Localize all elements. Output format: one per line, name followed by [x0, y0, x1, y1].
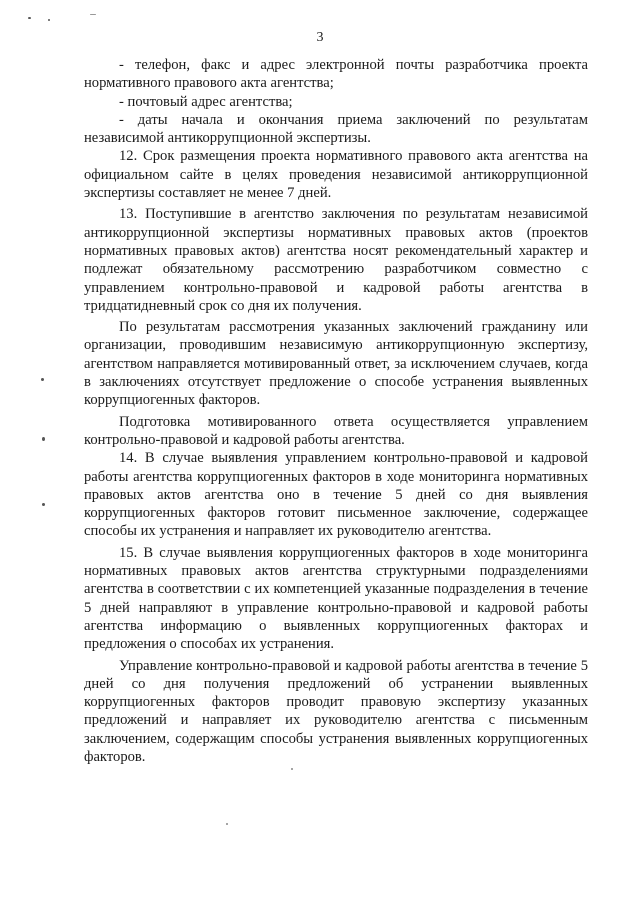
paragraph-legal-review: Управление контрольно-правовой и кадровой работы агентства в течение 5 дней со дня получения предложений об устранении выявленных коррупциогенных факторов проводит правовую экспертизу указанных предложений и направляет их руководителю агентства с письменным заключением, содержащим способы устранения выявленных коррупциогенных факторов.	[84, 657, 588, 765]
scan-speck	[48, 19, 50, 21]
page-number: 3	[316, 30, 324, 45]
scan-speck	[90, 14, 96, 15]
paragraph-postal-address: - почтовый адрес агентства;	[119, 93, 293, 110]
document-body	[84, 56, 588, 766]
paragraph-item-14: 14. В случае выявления управлением контрольно-правовой и кадровой работы агентства коррупциогенных факторов в ходе мониторинга нормативных правовых актов агентства оно в течение 5 дней со дня выявления коррупциогенных факторов готовит письменное заключение, содержащее способы их устранения и направляет их руководителю агентства.	[84, 450, 588, 540]
scan-speck	[291, 768, 293, 770]
scan-speck	[28, 17, 31, 19]
scan-speck	[41, 378, 44, 381]
scan-speck	[42, 437, 45, 441]
paragraph-reply-preparation: Подготовка мотивированного ответа осуществляется управлением контрольно-правовой и кадровой работы агентства.	[84, 413, 588, 448]
paragraph-review-dates: - даты начала и окончания приема заключений по результатам независимой антикоррупционной экспертизы.	[84, 111, 588, 147]
paragraph-reasoned-reply: По результатам рассмотрения указанных заключений гражданину или организации, проводившим независимую антикоррупционную экспертизу, агентством направляется мотивированный ответ, за исключением случаев, когда в заключениях отсутствует предложение о способе устранения выявленных коррупциогенных факторов.	[84, 319, 588, 409]
paragraph-item-13: 13. Поступившие в агентство заключения по результатам независимой антикоррупционной экспертизы нормативных правовых актов (проектов нормативных правовых актов) агентства носят рекомендательный характер и подлежат обязательному рассмотрению разработчиком совместно с управлением контрольно-правовой и кадровой работы агентства в тридцатидневный срок со дня их получения.	[84, 206, 588, 314]
paragraph-item-12: 12. Срок размещения проекта нормативного правового акта агентства на официальном сайте в целях проведения независимой антикоррупционной экспертизы составляет не менее 7 дней.	[84, 148, 588, 202]
scan-speck	[226, 823, 228, 825]
paragraph-contact-info: - телефон, факс и адрес электронной почты разработчика проекта нормативного правового акта агентства;	[84, 57, 588, 92]
scan-speck	[42, 503, 45, 506]
paragraph-item-15: 15. В случае выявления коррупциогенных факторов в ходе мониторинга нормативных правовых актов агентства структурными подразделениями агентства в соответствии с их компетенцией указанные подразделения в течение 5 дней направляют в управление контрольно-правовой и кадровой работы агентства информацию о выявленных коррупциогенных факторах и предложения о способах их устранения.	[84, 544, 588, 653]
